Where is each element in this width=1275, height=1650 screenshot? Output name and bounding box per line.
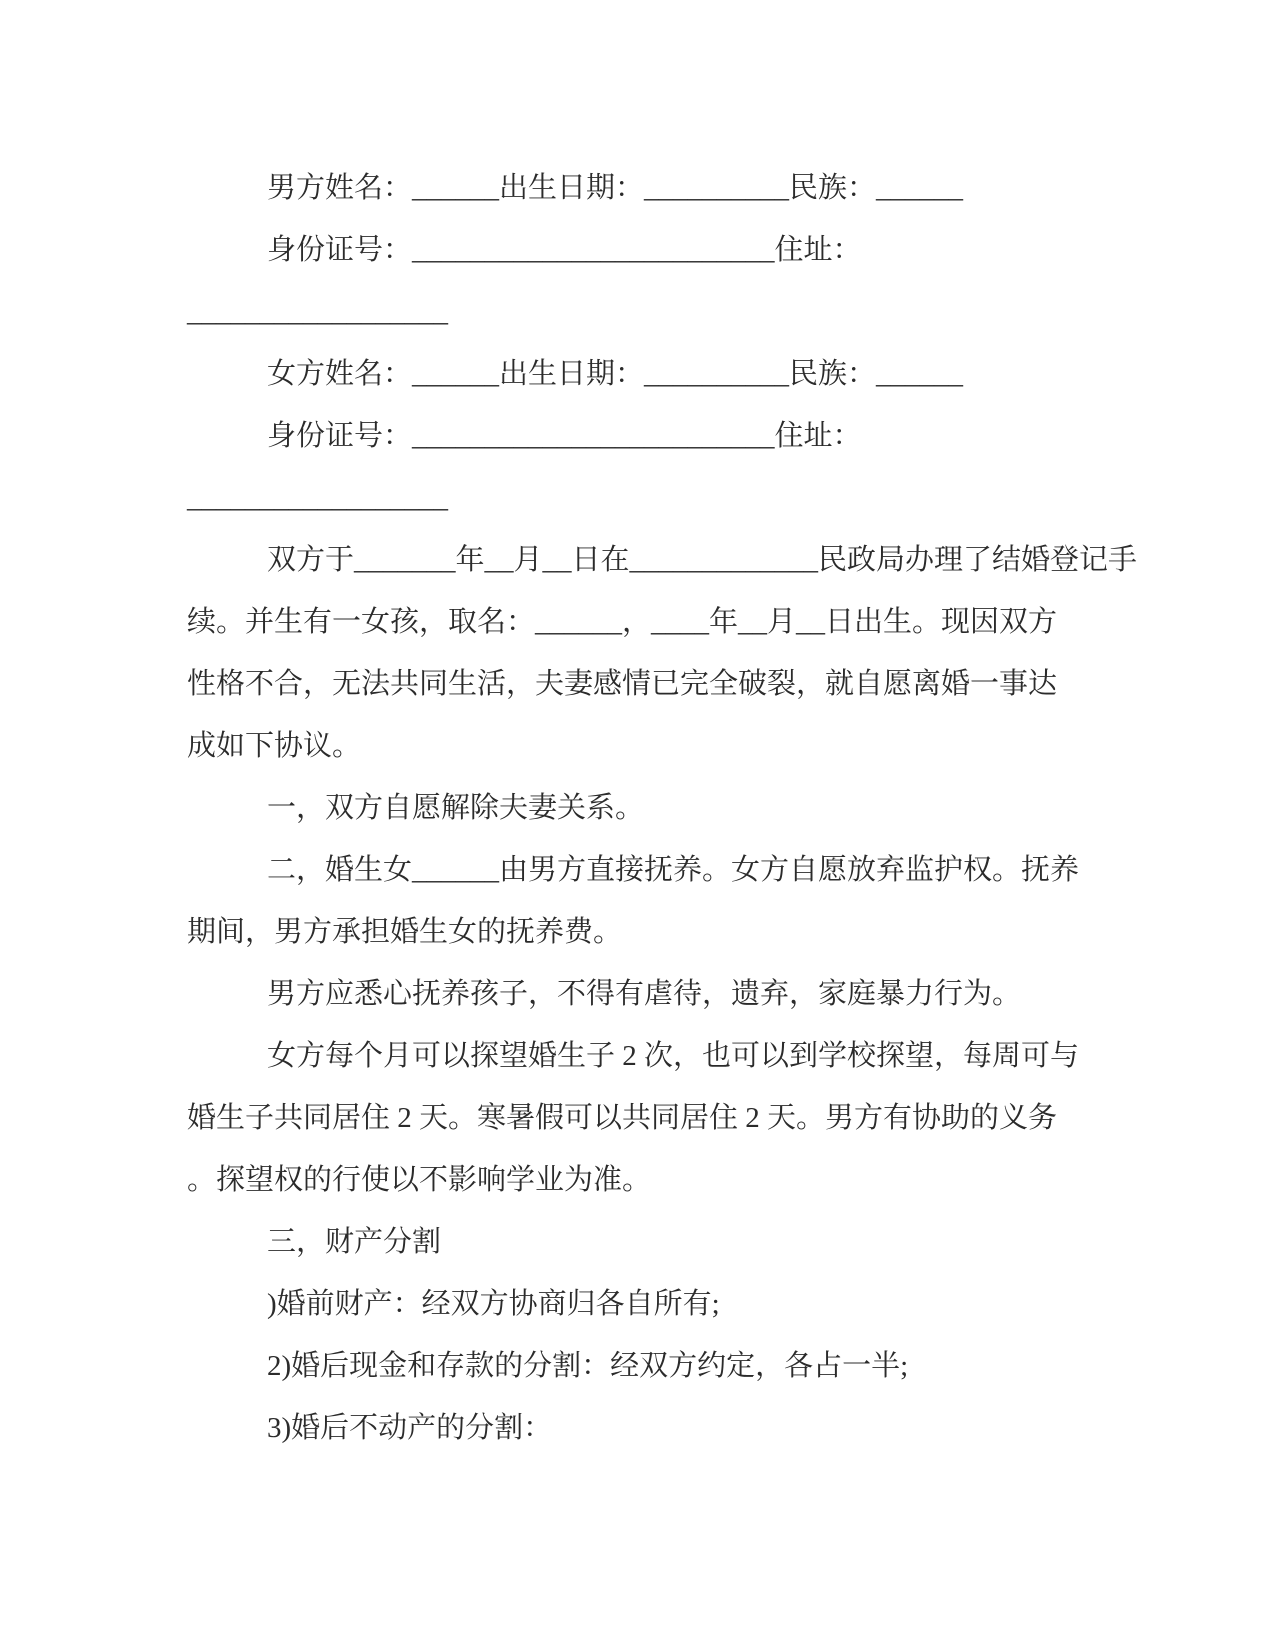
wife-name-dob-ethnicity-line: 女方姓名：______出生日期：__________民族：______ (267, 358, 964, 390)
visitation-rights-line-1: 女方每个月可以探望婚生子 2 次，也可以到学校探望，每周可与 (267, 1040, 1080, 1072)
clause-3-property-division-heading: 三，财产分割 (267, 1226, 442, 1258)
wife-id-address-line: 身份证号：_________________________住址： (267, 420, 862, 452)
husband-address-blank-line: __________________ (187, 296, 448, 328)
marriage-registration-paragraph-line-2: 续。并生有一女孩，取名：______，____年__月__日出生。现因双方 (187, 606, 1058, 638)
visitation-rights-line-2: 婚生子共同居住 2 天。寒暑假可以共同居住 2 天。男方有协助的义务 (187, 1102, 1058, 1134)
husband-name-dob-ethnicity-line: 男方姓名：______出生日期：__________民族：______ (267, 172, 964, 204)
marriage-registration-paragraph-line-1: 双方于_______年__月__日在_____________民政局办理了结婚登记手 (267, 544, 1138, 576)
property-item-real-estate-line: 3)婚后不动产的分割： (267, 1412, 553, 1444)
marriage-registration-paragraph-line-4: 成如下协议。 (187, 730, 362, 762)
document-body (187, 157, 1177, 1459)
wife-address-blank-line: __________________ (187, 482, 448, 514)
custody-care-obligation-line: 男方应悉心抚养孩子，不得有虐待，遗弃，家庭暴力行为。 (267, 978, 1022, 1010)
husband-id-address-line: 身份证号：_________________________住址： (267, 234, 862, 266)
clause-2-custody-line-2: 期间，男方承担婚生女的抚养费。 (187, 916, 623, 948)
property-item-cash-deposits-line: 2)婚后现金和存款的分割：经双方约定，各占一半; (267, 1350, 909, 1382)
marriage-registration-paragraph-line-3: 性格不合，无法共同生活，夫妻感情已完全破裂，就自愿离婚一事达 (187, 668, 1058, 700)
clause-1-dissolve-marriage-line: 一，双方自愿解除夫妻关系。 (267, 792, 645, 824)
property-item-premarital-line: )婚前财产：经双方协商归各自所有; (267, 1288, 720, 1320)
clause-2-custody-line-1: 二，婚生女______由男方直接抚养。女方自愿放弃监护权。抚养 (267, 854, 1080, 886)
visitation-rights-line-3: 。探望权的行使以不影响学业为准。 (187, 1164, 652, 1196)
